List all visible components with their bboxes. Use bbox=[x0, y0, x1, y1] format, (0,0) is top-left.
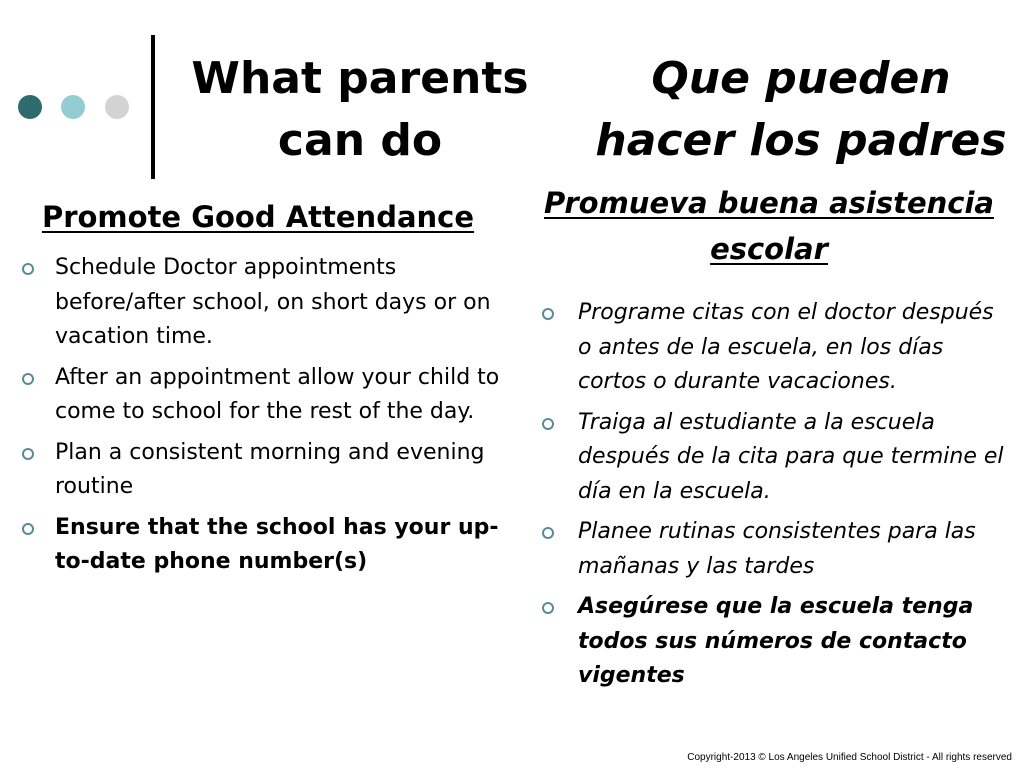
spanish-bullet-item bbox=[540, 296, 1010, 400]
decorative-dot-dark bbox=[18, 95, 42, 119]
title-spanish-line-2: hacer los padres bbox=[595, 115, 1007, 166]
copyright-footer: Copyright-2013 © Los Angeles Unified School District - All rights reserved bbox=[687, 752, 1012, 763]
bullet-text: Traiga al estudiante a la escuela después de la cita para que termine el día en la escuela. bbox=[578, 409, 1004, 504]
title-english-line-2: can do bbox=[277, 115, 443, 166]
slide-title-spanish bbox=[585, 48, 1017, 172]
bullet-icon bbox=[542, 527, 554, 539]
english-bullet-item bbox=[20, 361, 500, 430]
section-heading-spanish bbox=[530, 180, 1008, 272]
bullet-icon bbox=[22, 373, 34, 385]
slide-title-english bbox=[190, 48, 530, 172]
bullet-text: Programe citas con el doctor después o antes de la escuela, en los días cortos o durante vacaciones. bbox=[578, 300, 994, 394]
bullet-icon bbox=[22, 523, 34, 535]
english-bullet-item bbox=[20, 511, 500, 580]
heading-spanish-line-2: escolar bbox=[710, 232, 828, 266]
bullet-text: After an appointment allow your child to come to school for the rest of the day. bbox=[55, 364, 500, 424]
title-spanish-line-1: Que pueden bbox=[651, 53, 951, 104]
bullet-text: Plan a consistent morning and evening routine bbox=[55, 439, 485, 499]
bullet-icon bbox=[22, 448, 34, 460]
spanish-bullet-item bbox=[540, 406, 1010, 510]
spanish-bullet-item bbox=[540, 590, 1010, 694]
spanish-bullet-item bbox=[540, 515, 1010, 584]
heading-spanish-line-1: Promueva buena asistencia bbox=[544, 186, 994, 220]
bullet-icon bbox=[22, 263, 34, 275]
title-english-line-1: What parents bbox=[191, 53, 529, 104]
bullet-icon bbox=[542, 418, 554, 430]
bullet-text: Schedule Doctor appointments before/after school, on short days or on vacation time. bbox=[55, 255, 491, 349]
english-bullet-item bbox=[20, 251, 500, 355]
english-bullet-item bbox=[20, 436, 500, 505]
section-heading-english: Promote Good Attendance bbox=[41, 200, 475, 234]
decorative-dot-light bbox=[105, 95, 129, 119]
bullet-icon bbox=[542, 308, 554, 320]
bullet-text: Planee rutinas consistentes para las mañanas y las tardes bbox=[578, 519, 976, 579]
bullet-text: Asegúrese que la escuela tenga todos sus números de contacto vigentes bbox=[578, 594, 974, 688]
spanish-bullet-list bbox=[540, 296, 1010, 700]
english-bullet-list bbox=[20, 251, 500, 586]
bullet-icon bbox=[542, 602, 554, 614]
decorative-dot-mid bbox=[61, 95, 85, 119]
bullet-text: Ensure that the school has your up-to-date phone number(s) bbox=[55, 514, 499, 574]
title-divider bbox=[151, 35, 155, 179]
